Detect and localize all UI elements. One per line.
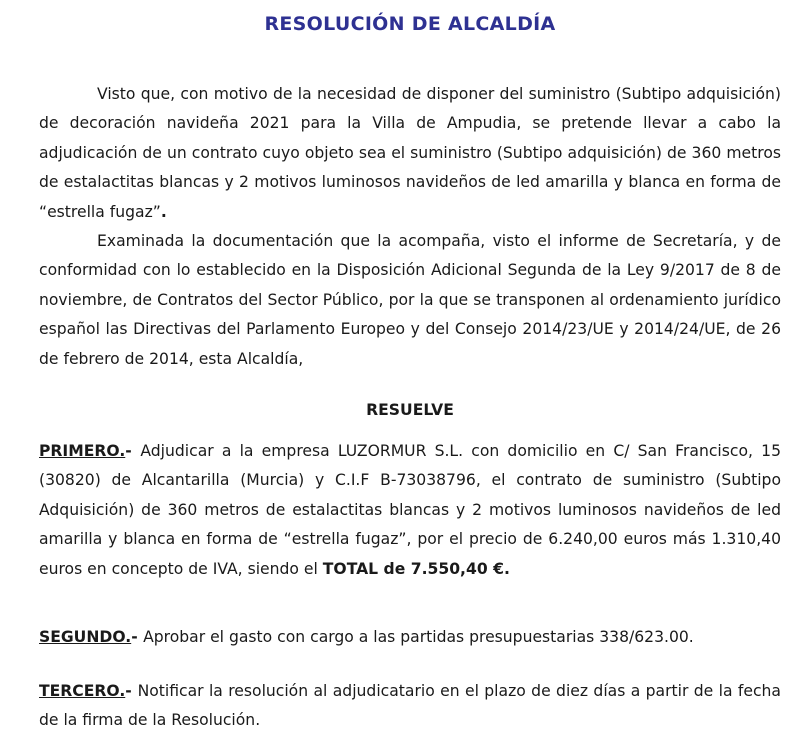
segundo-heading: SEGUNDO. [39, 628, 132, 646]
segundo-dash: - [131, 628, 144, 646]
paragraph-visto-que-end: . [160, 202, 167, 221]
paragraph-visto-que [39, 80, 781, 227]
paragraph-visto-que-text: Visto que, con motivo de la necesidad de disponer del suministro (Subtipo adquisición) de decoración navideña 2021 para la Villa de Ampudia, se pretende llevar a cabo la adjudicación de un contrato cuyo objeto sea el suministro (Subtipo adquisición) de 360 metros de estalactitas blancas y 2 motivos luminosos navideños de led amarilla y blanca en forma de “estrella fugaz” [39, 85, 781, 221]
section-tercero [39, 677, 781, 736]
tercero-text: Notificar la resolución al adjudicatario en el plazo de diez días a partir de la fecha de la firma de la Resolución. [39, 682, 781, 730]
paragraph-examinada [39, 227, 781, 374]
primero-heading: PRIMERO. [39, 442, 126, 460]
section-primero [39, 437, 781, 584]
resuelve-heading: RESUELVE [366, 401, 454, 419]
tercero-dash: - [125, 682, 138, 700]
primero-dash: - [125, 442, 141, 460]
primero-total: TOTAL de 7.550,40 €. [322, 559, 510, 578]
section-segundo [39, 623, 781, 652]
primero-text: Adjudicar a la empresa LUZORMUR S.L. con domicilio en C/ San Francisco, 15 (30820) de Alcantarilla (Murcia) y C.I.F B-73038796, el contrato de suministro (Subtipo Adquisición) de 360 metros de estalactitas blancas y 2 motivos luminosos navideños de led amarilla y blanca en forma de “estrella fugaz”, por el precio de 6.240,00 euros más 1.310,40 euros en concepto de IVA, siendo el [39, 442, 781, 578]
paragraph-examinada-text: Examinada la documentación que la acompaña, visto el informe de Secretaría, y de conformidad con lo establecido en la Disposición Adicional Segunda de la Ley 9/2017 de 8 de noviembre, de Contratos del Sector Público, por la que se transponen al ordenamiento jurídico español las Directivas del Parlamento Europeo y del Consejo 2014/23/UE y 2014/24/UE, de 26 de febrero de 2014, esta Alcaldía, [39, 232, 781, 368]
tercero-heading: TERCERO. [39, 682, 126, 700]
document-title: RESOLUCIÓN DE ALCALDÍA [264, 13, 556, 35]
segundo-text: Aprobar el gasto con cargo a las partidas presupuestarias 338/623.00. [143, 628, 694, 646]
